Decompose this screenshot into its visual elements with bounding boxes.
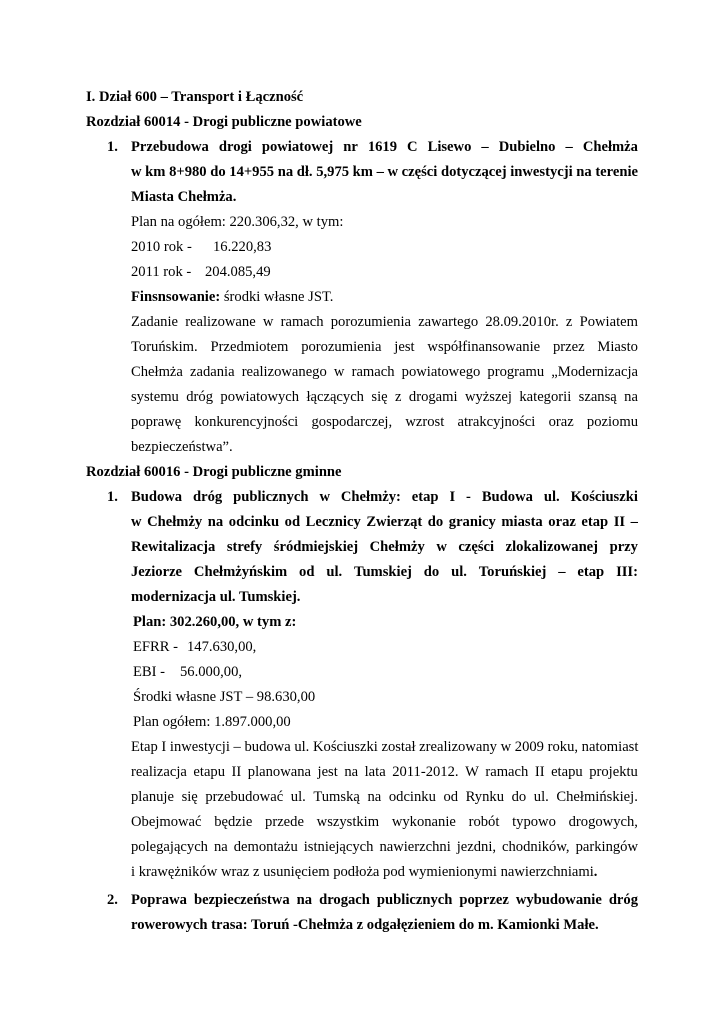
word: typowo [512, 814, 556, 830]
word: robót [468, 814, 500, 830]
word: realizacja [131, 764, 187, 780]
word: w [387, 164, 399, 180]
word: Jeziorze [131, 564, 183, 580]
word: ramach [485, 764, 529, 780]
word: poprzez [459, 892, 509, 908]
year-2011-label: 2011 rok - [131, 264, 192, 280]
efrr-label: EFRR - [133, 639, 179, 655]
word: części [401, 164, 438, 180]
word: powiatowych [220, 389, 300, 405]
word: z [565, 314, 573, 330]
word: nr [343, 139, 358, 155]
word: Chełmża [582, 139, 638, 155]
word: się [371, 389, 388, 405]
word: nawierzchni [379, 839, 451, 855]
word: programu [487, 364, 545, 380]
word: istniejących [303, 839, 374, 855]
word: do [423, 564, 440, 580]
word: – [630, 514, 638, 530]
word: III: [616, 564, 638, 580]
word: 5,975 [316, 164, 350, 180]
word: ul. [451, 564, 467, 580]
description-line [131, 338, 638, 356]
word: realizowane [185, 314, 256, 330]
word: wybudowanie [515, 892, 602, 908]
financing-value: środki własne JST. [220, 289, 334, 305]
word: etap [581, 514, 609, 530]
description-period: . [593, 864, 598, 880]
word: dróg [608, 892, 638, 908]
word: Chełmży [369, 539, 425, 555]
word: kategorii [519, 389, 572, 405]
word: atrakcyjności [457, 414, 536, 430]
word: W [465, 764, 479, 780]
word: Rewitalizacja [131, 539, 216, 555]
word: etapu [193, 764, 226, 780]
word: Obejmować [131, 814, 202, 830]
word: wykonanie [391, 814, 456, 830]
word: inwestycji [510, 164, 573, 180]
word: wyższej [464, 389, 512, 405]
word: drogach [319, 892, 370, 908]
word: – [558, 564, 566, 580]
word: jezdni, [456, 839, 497, 855]
word: 2011-2012. [392, 764, 459, 780]
word: drogami [408, 389, 458, 405]
word: – [376, 164, 384, 180]
description-line [131, 838, 638, 856]
word: wzrost [405, 414, 445, 430]
item-number: 2. [107, 892, 118, 908]
word: ul. [326, 564, 343, 580]
word: Tumską [313, 789, 360, 805]
word: na [207, 514, 224, 530]
item-title-line [131, 163, 638, 181]
word: Lisewo [427, 139, 472, 155]
description-line [131, 763, 638, 781]
word: wszystkim [316, 814, 380, 830]
word: w [262, 314, 274, 330]
word: na [367, 789, 382, 805]
word: od [299, 564, 315, 580]
word: Powiatem [579, 314, 638, 330]
description-line [131, 813, 638, 831]
word: Tumskiej [354, 564, 412, 580]
ebi-row [133, 663, 242, 681]
word: przez [552, 339, 585, 355]
ebi-value: 56.000,00, [180, 664, 243, 680]
word: polegających [131, 839, 208, 855]
description-line [131, 313, 638, 331]
word: na [344, 764, 359, 780]
description-line [131, 388, 638, 406]
financing-label: Finsnsowanie: [131, 289, 221, 305]
item-title-line: Miasta Chełmża. [131, 189, 237, 205]
year-2011-value: 204.085,49 [205, 264, 271, 280]
word: na [296, 892, 313, 908]
word: do [511, 789, 527, 805]
year-2011-row [131, 263, 271, 281]
word: porozumienia [301, 339, 382, 355]
description-line [131, 788, 638, 806]
item-title-line: modernizacja ul. Tumskiej. [131, 589, 301, 605]
word: etapu [551, 764, 583, 780]
item-title-line [131, 513, 638, 531]
word: gospodarczej, [311, 414, 393, 430]
item-number: 1. [107, 139, 118, 155]
word: w [333, 364, 345, 380]
word: etap [411, 489, 439, 505]
word: w [319, 489, 330, 505]
word: drogowych, [568, 814, 638, 830]
word: poziomu [586, 414, 638, 430]
word: ramach [351, 364, 395, 380]
word: od [284, 514, 301, 530]
word: Lecznicy [305, 514, 361, 530]
word: łączących [306, 389, 364, 405]
word: powiatowego [401, 364, 481, 380]
word: km [145, 164, 166, 180]
word: konkurencyjności [194, 414, 299, 430]
efrr-value: 147.630,00, [187, 639, 257, 655]
word: Poprawa [131, 892, 187, 908]
word: publicznych [376, 892, 453, 908]
word: na [277, 164, 294, 180]
word: miasta [501, 514, 543, 530]
word: części [458, 539, 495, 555]
word: Budowa [481, 489, 533, 505]
word: odcinku [228, 514, 280, 530]
word: przede [265, 814, 304, 830]
item-title-line: rowerowych trasa: Toruń -Chełmża z odgałęzieniem do m. Kamionki Małe. [131, 917, 599, 933]
word: 1619 [367, 139, 398, 155]
word: ul. [533, 789, 549, 805]
word: przy [609, 539, 638, 555]
word: do [427, 514, 444, 530]
item-title-line [131, 488, 638, 506]
word: poprawę [131, 414, 182, 430]
year-2010-row [131, 238, 271, 256]
word: dróg [186, 389, 214, 405]
word: Chełmża [131, 364, 183, 380]
word: „Modernizacja [551, 364, 638, 380]
word: od [443, 789, 459, 805]
ebi-label: EBI - [133, 664, 166, 680]
chapter-heading-60016: Rozdział 60016 - Drogi publiczne gminne [86, 464, 342, 480]
word: Dubielno [498, 139, 556, 155]
word: C [407, 139, 418, 155]
word: Przebudowa [131, 139, 209, 155]
word: projektu [589, 764, 638, 780]
efrr-row [133, 638, 256, 656]
plan-amount: Plan: 302.260,00, w tym z: [133, 614, 297, 630]
word: 14+955 [229, 164, 275, 180]
word: systemu [131, 389, 179, 405]
word: Przedmiotem [210, 339, 289, 355]
word: śródmiejskiej [273, 539, 359, 555]
word: na [624, 389, 638, 405]
word: planuje [131, 789, 174, 805]
word: zadania [190, 364, 235, 380]
word: współfinansowanie [427, 339, 541, 355]
word: – [481, 139, 489, 155]
description-text: i krawężników wraz z usunięciem podłoża pod wymienionymi nawierzchniami [131, 864, 594, 880]
word: – [565, 139, 573, 155]
word: ul. [290, 789, 306, 805]
year-2010-label: 2010 rok - [131, 239, 192, 255]
word: zawartego [418, 314, 479, 330]
word: granicy [448, 514, 496, 530]
word: chodników, [502, 839, 570, 855]
word: terenie [595, 164, 638, 180]
word: demontażu [233, 839, 298, 855]
word: będzie [214, 814, 253, 830]
word: Zadanie [131, 314, 178, 330]
word: jest [317, 764, 338, 780]
description-line: Etap I inwestycji – budowa ul. Kościuszki został zrealizowany w 2009 roku, natomiast [131, 739, 639, 755]
description-line [131, 863, 597, 881]
word: lata [364, 764, 386, 780]
chapter-heading-60014: Rozdział 60014 - Drogi publiczne powiatowe [86, 114, 362, 130]
word: - [466, 489, 471, 505]
item-title-line [131, 138, 638, 156]
own-funds: Środki własne JST – 98.630,00 [133, 689, 316, 705]
word: bezpieczeństwa [193, 892, 290, 908]
word: oraz [548, 514, 576, 530]
year-2010-value: 16.220,83 [213, 239, 272, 255]
word: się [181, 789, 198, 805]
word: I [449, 489, 456, 505]
word: ul. [543, 489, 560, 505]
word: w [131, 514, 142, 530]
word: porozumienia [330, 314, 411, 330]
word: dł. [296, 164, 313, 180]
word: w [436, 539, 447, 555]
word: Zwierząt [366, 514, 423, 530]
plan-total: Plan ogółem: 1.897.000,00 [133, 714, 291, 730]
item-number: 1. [107, 489, 118, 505]
plan-total: Plan na ogółem: 220.306,32, w tym: [131, 214, 344, 230]
word: szansą [578, 389, 617, 405]
item-title-line [131, 891, 638, 909]
word: zlokalizowanej [505, 539, 599, 555]
word: Kościuszki [570, 489, 638, 505]
word: planowana [247, 764, 311, 780]
word: etap [577, 564, 605, 580]
word: na [213, 839, 228, 855]
word: km [352, 164, 373, 180]
item-title-line [131, 538, 638, 556]
word: dotyczącej [440, 164, 507, 180]
word: realizowanego [241, 364, 327, 380]
word: parkingów [575, 839, 638, 855]
word: w [131, 164, 142, 180]
word: Miasto [597, 339, 638, 355]
section-heading: I. Dział 600 – Transport i Łączność [86, 89, 304, 105]
word: oraz [548, 414, 574, 430]
word: II [231, 764, 242, 780]
word: ramach [280, 314, 324, 330]
word: publicznych [233, 489, 309, 505]
word: na [576, 164, 592, 180]
word: Chełmińskiej. [556, 789, 638, 805]
word: odcinku [388, 789, 436, 805]
word: drogi [218, 139, 252, 155]
word: Toruńskim. [131, 339, 198, 355]
item-title-line [131, 563, 638, 581]
word: Budowa [131, 489, 183, 505]
word: Chełmżyńskim [193, 564, 288, 580]
description-line [131, 363, 638, 381]
word: Chełmży [147, 514, 203, 530]
word: jest [394, 339, 415, 355]
word: dróg [193, 489, 223, 505]
word: do [210, 164, 226, 180]
word: Rynku [465, 789, 504, 805]
word: powiatowej [261, 139, 334, 155]
word: przebudować [205, 789, 284, 805]
word: Toruńskiej [478, 564, 547, 580]
description-line [131, 413, 638, 431]
word: strefy [226, 539, 263, 555]
word: Chełmży: [340, 489, 401, 505]
word: II [613, 514, 626, 530]
word: 28.09.2010r. [485, 314, 559, 330]
word: II [534, 764, 545, 780]
description-line: bezpieczeństwa”. [131, 439, 233, 455]
word: z [395, 389, 402, 405]
financing-row [131, 288, 333, 306]
word: 8+980 [169, 164, 207, 180]
